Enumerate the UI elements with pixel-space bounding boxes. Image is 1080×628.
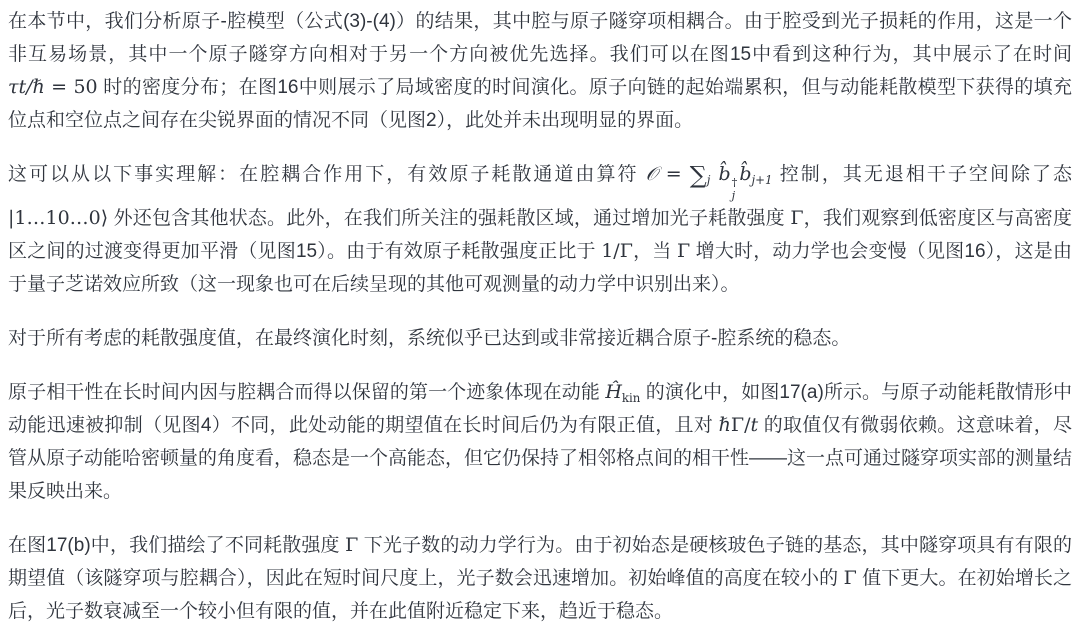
inline-math: |1…10…0⟩ (8, 207, 109, 230)
text-run: 对于所有考虑的耗散强度值，在最终演化时刻，系统似乎已达到或非常接近耦合原子-腔系统的稳态。 (8, 328, 851, 350)
text-run: 值下更大。在初始增长之后，光子数衰减至一个较小但有限的值，并在此值附近稳定下来，趋近于稳态。 (8, 568, 1072, 623)
text-run: 增大时，动力学也会变慢（见图16），这是由于量子芝诺效应所致（这一现象也可在后续呈现的其他可观测量的动力学中识别出来）。 (8, 241, 1072, 296)
text-run: 在图17(b)中，我们描绘了不同耗散强度 (8, 535, 346, 557)
paragraph-4 (8, 376, 1072, 508)
paragraph-2 (8, 158, 1072, 301)
text-run: 下光子数的动力学行为。由于初始态是硬核玻色子链的基态，其中隧穿项具有有限的期望值（该隧穿项与腔耦合），因此在短时间尺度上，光子数会迅速增加。初始峰值的高度在较小的 (8, 535, 1073, 590)
text-run: 时的密度分布；在图16中则展示了局域密度的时间演化。原子向链的起始端累积，但与动能耗散模型下获得的填充位点和空位点之间存在尖锐界面的情况不同（见图2），此处并未出现明显的界面。 (8, 77, 1072, 131)
paragraph-3 (8, 322, 1072, 355)
inline-math: τt/ℏ = 50 (8, 76, 98, 98)
inline-math: 1/Γ (601, 240, 633, 263)
text-run: 的演化中，如图17(a)所示。与原子动能耗散情形中动能迅速被抑制（见图4）不同，此处动能的期望值在长时间后仍为有限正值，且对 (8, 382, 1072, 437)
paragraph-5 (8, 529, 1072, 628)
text-run: 的取值仅有微弱依赖。这意味着，尽管从原子动能哈密顿量的角度看，稳态是一个高能态，但它仍保持了相邻格点间的相干性——这一点可通过隧穿项实部的测量结果反映出来。 (8, 415, 1073, 503)
text-run: 在本节中，我们分析原子-腔模型（公式(3)-(4)）的结果，其中腔与原子隧穿项相耦合。由于腔受到光子损耗的作用，这是一个非互易场景，其中一个原子隧穿方向相对于另一个方向被优先选择。我们可以在图15中看到这种行为，其中展示了在时间 (8, 11, 1072, 65)
text-run: 控制，其无退相干子空间除了态 (772, 164, 1072, 185)
inline-math: Γ (843, 567, 857, 590)
inline-math: $Ĥ_{kin}$ (605, 381, 641, 406)
inline-math: Γ (676, 240, 691, 263)
text-run: 外还包含其他状态。此外，在我们所关注的强耗散区域，通过增加光子耗散强度 (108, 208, 791, 230)
document-body (8, 5, 1072, 628)
inline-math: Γ (345, 534, 359, 557)
inline-math: Γ (790, 207, 804, 230)
inline-math: ℏΓ/t (718, 414, 759, 437)
text-run: ，我们观察到低密度区与高密度区之间的过渡变得更加平滑（见图15）。由于有效原子耗散强度正比于 (8, 208, 1072, 263)
text-run: 原子相干性在长时间内因与腔耦合而得以保留的第一个迹象体现在动能 (8, 382, 606, 404)
paragraph-1 (8, 5, 1072, 137)
text-run: 这可以从以下事实理解：在腔耦合作用下，有效原子耗散通道由算符 (8, 164, 646, 185)
inline-math: 𝒪 = $\sum_j$ b̂ † j $b̂_{j+1}$ (645, 160, 773, 203)
text-run: ，当 (632, 241, 677, 263)
